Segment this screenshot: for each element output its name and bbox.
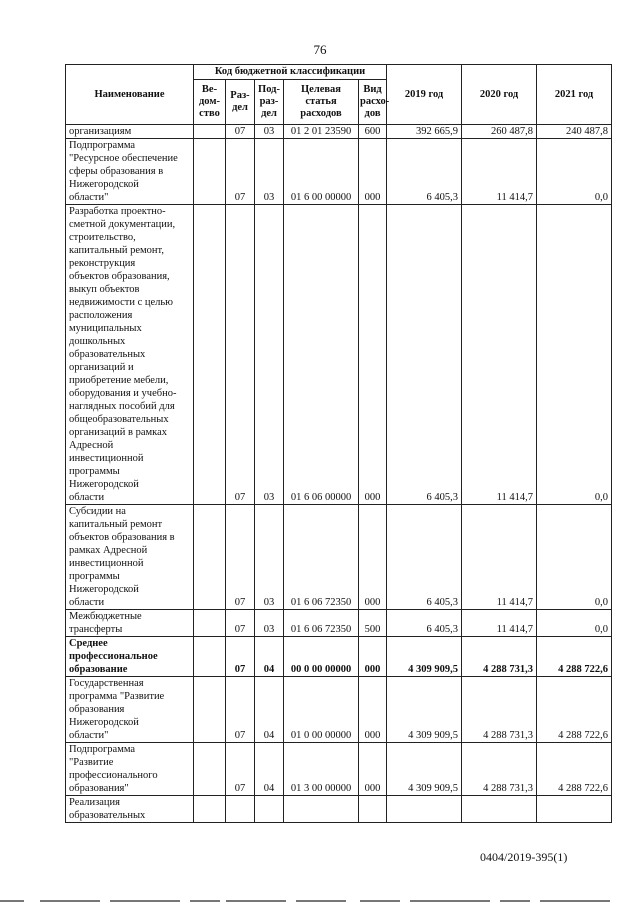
cell-2020: 11 414,7 — [462, 205, 537, 505]
cell-vedomstvo — [194, 139, 226, 205]
row-name-line: расположения — [69, 310, 133, 321]
cell-razdel: 07 — [226, 610, 255, 637]
row-name-line: программы — [69, 466, 120, 477]
cell-razdel: 07 — [226, 677, 255, 743]
budget-table — [65, 64, 612, 823]
cell-podrazdel: 04 — [255, 743, 284, 796]
row-name — [66, 637, 194, 677]
cell-tselevaya: 01 6 06 72350 — [284, 505, 359, 610]
header-year-2021: 2021 год — [537, 65, 612, 125]
row-name-line: профессиональное — [69, 651, 158, 662]
cell-2019: 4 309 909,5 — [387, 677, 462, 743]
cell-2021: 0,0 — [537, 205, 612, 505]
row-name-line: Нижегородской — [69, 717, 139, 728]
row-name — [66, 205, 194, 505]
row-name-line: Разработка проектно- — [69, 206, 166, 217]
header-tselevaya: Целевая статья расходов — [284, 80, 359, 125]
row-name-line: области — [69, 597, 105, 608]
cell-razdel: 07 — [226, 139, 255, 205]
cell-2019: 392 665,9 — [387, 125, 462, 139]
row-name-line: реконструкция — [69, 258, 136, 269]
cell-2021: 4 288 722,6 — [537, 677, 612, 743]
row-name-line: сферы образования в — [69, 166, 164, 177]
cell-podrazdel: 03 — [255, 205, 284, 505]
cell-podrazdel: 04 — [255, 637, 284, 677]
row-name-line: Реализация — [69, 797, 120, 808]
cell-vid: 600 — [359, 125, 387, 139]
row-name-line: сметной документации, — [69, 219, 176, 230]
cell-2021: 0,0 — [537, 505, 612, 610]
cell-2021 — [537, 796, 612, 823]
row-name — [66, 125, 194, 139]
cell-podrazdel: 03 — [255, 610, 284, 637]
row-name-line: Среднее — [69, 638, 108, 649]
row-name — [66, 796, 194, 823]
cell-2020: 260 487,8 — [462, 125, 537, 139]
cell-vid: 000 — [359, 637, 387, 677]
row-name-line: организациям — [69, 126, 132, 137]
cell-2020: 4 288 731,3 — [462, 637, 537, 677]
row-name-line: Межбюджетные — [69, 611, 142, 622]
cell-vedomstvo — [194, 796, 226, 823]
cell-2020 — [462, 796, 537, 823]
table-row — [66, 139, 612, 205]
row-name-line: Нижегородской — [69, 479, 139, 490]
row-name-line: муниципальных — [69, 323, 142, 334]
cell-vid: 000 — [359, 677, 387, 743]
cell-vid: 500 — [359, 610, 387, 637]
row-name-line: объектов образования в — [69, 532, 175, 543]
row-name-line: организаций и — [69, 362, 134, 373]
row-name-line: области" — [69, 730, 109, 741]
row-name-line: капитальный ремонт — [69, 519, 163, 530]
cell-vid — [359, 796, 387, 823]
cell-2020: 4 288 731,3 — [462, 743, 537, 796]
table-row — [66, 610, 612, 637]
row-name-line: наглядных пособий для — [69, 401, 175, 412]
cell-podrazdel: 03 — [255, 505, 284, 610]
header-year-2019: 2019 год — [387, 65, 462, 125]
cell-2021: 0,0 — [537, 610, 612, 637]
table-row — [66, 637, 612, 677]
cell-podrazdel: 04 — [255, 677, 284, 743]
cell-razdel: 07 — [226, 505, 255, 610]
cell-razdel: 07 — [226, 743, 255, 796]
table-row — [66, 743, 612, 796]
row-name-line: выкуп объектов — [69, 284, 140, 295]
page-number: 76 — [313, 42, 327, 57]
cell-2021: 0,0 — [537, 139, 612, 205]
cell-2019: 4 309 909,5 — [387, 743, 462, 796]
cell-vid: 000 — [359, 505, 387, 610]
header-name: Наименование — [66, 65, 194, 125]
header-vid: Вид расхо-дов — [359, 80, 387, 125]
cell-vid: 000 — [359, 205, 387, 505]
row-name-line: образование — [69, 664, 128, 675]
header-year-2020: 2020 год — [462, 65, 537, 125]
cell-2019 — [387, 796, 462, 823]
cell-2019: 4 309 909,5 — [387, 637, 462, 677]
cell-vedomstvo — [194, 677, 226, 743]
row-name-line: "Ресурсное обеспечение — [69, 153, 178, 164]
row-name — [66, 743, 194, 796]
table-row — [66, 505, 612, 610]
table-row — [66, 796, 612, 823]
cell-razdel: 07 — [226, 125, 255, 139]
scan-edge-artifact — [0, 896, 640, 905]
row-name-line: трансферты — [69, 624, 123, 635]
row-name-line: области — [69, 492, 105, 503]
row-name-line: Нижегородской — [69, 179, 139, 190]
cell-tselevaya: 01 2 01 23590 — [284, 125, 359, 139]
header-razdel: Раз-дел — [226, 80, 255, 125]
row-name-line: образовательных — [69, 349, 146, 360]
cell-tselevaya: 00 0 00 00000 — [284, 637, 359, 677]
row-name-line: "Развитие — [69, 757, 114, 768]
row-name-line: инвестиционной — [69, 558, 144, 569]
cell-2021: 4 288 722,6 — [537, 743, 612, 796]
cell-vedomstvo — [194, 505, 226, 610]
cell-tselevaya: 01 0 00 00000 — [284, 677, 359, 743]
row-name-line: программа "Развитие — [69, 691, 165, 702]
cell-2020: 11 414,7 — [462, 505, 537, 610]
row-name — [66, 677, 194, 743]
cell-vid: 000 — [359, 139, 387, 205]
row-name-line: строительство, — [69, 232, 136, 243]
header-podrazdel: Под-раз-дел — [255, 80, 284, 125]
cell-tselevaya: 01 6 06 00000 — [284, 205, 359, 505]
row-name-line: программы — [69, 571, 120, 582]
row-name-line: Подпрограмма — [69, 744, 136, 755]
cell-tselevaya: 01 3 00 00000 — [284, 743, 359, 796]
cell-vid: 000 — [359, 743, 387, 796]
row-name-line: дошкольных — [69, 336, 126, 347]
cell-vedomstvo — [194, 610, 226, 637]
row-name-line: профессионального — [69, 770, 158, 781]
document-code: 0404/2019-395(1) — [480, 850, 568, 864]
row-name-line: приобретение мебели, — [69, 375, 169, 386]
cell-2019: 6 405,3 — [387, 610, 462, 637]
row-name-line: общеобразовательных — [69, 414, 169, 425]
row-name — [66, 610, 194, 637]
row-name-line: инвестиционной — [69, 453, 144, 464]
row-name-line: Подпрограмма — [69, 140, 136, 151]
cell-razdel — [226, 796, 255, 823]
cell-2020: 11 414,7 — [462, 610, 537, 637]
table-row — [66, 205, 612, 505]
row-name-line: капитальный ремонт, — [69, 245, 164, 256]
cell-razdel: 07 — [226, 205, 255, 505]
cell-2020: 11 414,7 — [462, 139, 537, 205]
row-name-line: оборудования и учебно- — [69, 388, 177, 399]
row-name-line: недвижимости с целью — [69, 297, 174, 308]
cell-2020: 4 288 731,3 — [462, 677, 537, 743]
cell-2019: 6 405,3 — [387, 205, 462, 505]
cell-2019: 6 405,3 — [387, 505, 462, 610]
row-name-line: Государственная — [69, 678, 144, 689]
cell-vedomstvo — [194, 637, 226, 677]
row-name-line: образования" — [69, 783, 129, 794]
row-name — [66, 505, 194, 610]
row-name-line: организаций в рамках — [69, 427, 167, 438]
cell-2021: 4 288 722,6 — [537, 637, 612, 677]
row-name — [66, 139, 194, 205]
row-name-line: области" — [69, 192, 109, 203]
row-name-line: Адресной — [69, 440, 114, 451]
cell-podrazdel: 03 — [255, 125, 284, 139]
cell-tselevaya: 01 6 06 72350 — [284, 610, 359, 637]
row-name-line: объектов образования, — [69, 271, 170, 282]
cell-razdel: 07 — [226, 637, 255, 677]
table-row — [66, 677, 612, 743]
table-row — [66, 125, 612, 139]
header-kbk-group: Код бюджетной классификации — [194, 65, 387, 80]
row-name-line: Нижегородской — [69, 584, 139, 595]
cell-tselevaya — [284, 796, 359, 823]
cell-vedomstvo — [194, 743, 226, 796]
row-name-line: образовательных — [69, 810, 146, 821]
cell-tselevaya: 01 6 00 00000 — [284, 139, 359, 205]
cell-vedomstvo — [194, 125, 226, 139]
row-name-line: образования — [69, 704, 125, 715]
cell-vedomstvo — [194, 205, 226, 505]
cell-2021: 240 487,8 — [537, 125, 612, 139]
cell-podrazdel — [255, 796, 284, 823]
cell-podrazdel: 03 — [255, 139, 284, 205]
row-name-line: рамках Адресной — [69, 545, 148, 556]
cell-2019: 6 405,3 — [387, 139, 462, 205]
header-vedomstvo: Ве-дом-ство — [194, 80, 226, 125]
row-name-line: Субсидии на — [69, 506, 126, 517]
